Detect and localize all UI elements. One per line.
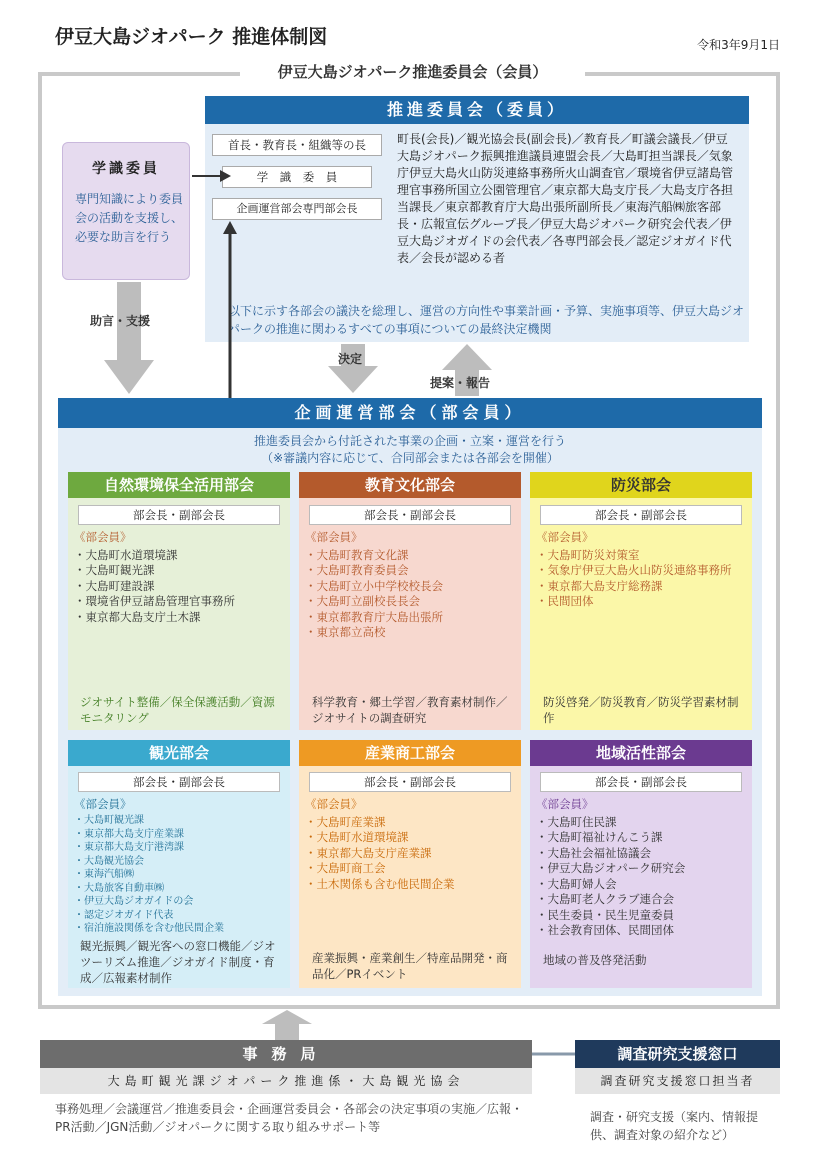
member: ・伊豆大島ジオガイドの会 [74, 896, 194, 907]
bukai-chair-education: 部会長・副部会長 [309, 505, 511, 525]
member: ・大島町観光課 [74, 563, 155, 577]
member: ・認定ジオガイド代表 [74, 909, 174, 921]
bukai-header-chiiki: 地域活性部会 [530, 740, 752, 766]
member: ・伊豆大島ジオパーク研究会 [536, 861, 686, 875]
member: ・大島社会福祉協議会 [536, 845, 651, 860]
bukai-members-education [305, 530, 517, 641]
member: ・大島町老人クラブ連合会 [536, 892, 674, 906]
kikaku-desc-line1: 推進委員会から付託された事業の企画・立案・運営を行う [253, 434, 566, 448]
member: ・東京都大島支庁土木課 [74, 609, 201, 624]
gakushiki-description: 専門知識により委員会の活動を支援し、必要な助言を行う [75, 192, 184, 244]
propose-label: 提案・報告 [430, 376, 491, 390]
chosa-header: 調査研究支援窓口 [575, 1040, 780, 1068]
members-label: 《部会員》 [305, 530, 363, 544]
bukai-members-chiiki [536, 797, 750, 939]
bukai-header-sangyo: 産業商工部会 [299, 740, 521, 766]
chip-bukai-chairs: 企画運営部会専門部会長 [212, 198, 382, 220]
member: ・大島町観光課 [74, 815, 144, 826]
member: ・東京都大島支庁港湾課 [74, 842, 184, 853]
page-title: 伊豆大島ジオパーク 推進体制図 [55, 26, 328, 48]
member: ・大島町立副校長長会 [305, 594, 420, 608]
bukai-chair-sangyo: 部会長・副部会長 [309, 772, 511, 792]
bukai-chair-nature: 部会長・副部会長 [78, 505, 280, 525]
member: ・大島町福祉けんこう課 [536, 830, 663, 844]
member: ・民生委員・民生児童委員 [536, 907, 674, 922]
member: ・大島町教育委員会 [305, 563, 409, 577]
member: ・大島町商工会 [305, 861, 386, 875]
bukai-header-nature: 自然環境保全活用部会 [68, 472, 290, 498]
bukai-activity-education: 科学教育・郷土学習／教育素材制作／ジオサイトの調査研究 [312, 695, 508, 725]
member: ・東京都立高校 [305, 625, 386, 639]
chosa-sub: 調査研究支援窓口担当者 [575, 1068, 780, 1094]
members-label: 《部会員》 [305, 797, 363, 811]
bukai-activity-kanko: 観光振興／観光客への窓口機能／ジオツーリズム推進／ジオガイド制度・育成／広報素材制作 [80, 939, 276, 985]
chip-gakushiki: 学 識 委 員 [222, 166, 372, 188]
bukai-members-kanko [74, 797, 288, 936]
suishin-committee-header: 推進委員会（委員） [205, 96, 749, 124]
bukai-activity-sangyo: 産業振興・産業創生／特産品開発・商品化／PRイベント [312, 951, 508, 981]
member: ・環境省伊豆諸島管理官事務所 [74, 594, 235, 608]
advice-arrow [104, 282, 154, 394]
outer-title: 伊豆大島ジオパーク推進委員会（会員） [240, 61, 585, 82]
bukai-members-sangyo [305, 797, 517, 892]
jimukyoku-description: 事務処理／会議運営／推進委員会・企画運営委員会・各部会の決定事項の実施／広報・PR活動／JGN活動／ジオパークに関する取り組みサポート等 [55, 1102, 524, 1134]
advice-label: 助言・支援 [90, 314, 151, 328]
jimukyoku-arrow [262, 1010, 312, 1040]
bukai-activity-bosai: 防災啓発／防災教育／防災学習素材制作 [543, 695, 739, 725]
bukai-chair-bosai: 部会長・副部会長 [540, 505, 742, 525]
member: ・大島町産業課 [305, 814, 386, 829]
gakushiki-title: 学識委員 [92, 161, 160, 177]
chosa-description: 調査・研究支援（案内、情報提供、調査対象の紹介など） [590, 1110, 759, 1142]
kikaku-desc-line2: （※審議内容に応じて、合同部会または各部会を開催） [261, 451, 559, 465]
member: ・東京都大島支庁産業課 [74, 828, 184, 840]
member: ・大島町住民課 [536, 814, 617, 829]
committee-roles: 町長(会長)／観光協会長(副会長)／教育長／町議会議長／伊豆大島ジオパーク振興推進議員連盟会長／大島町担当課長／気象庁伊豆大島火山防災連絡事務所火山調査官／環境省伊豆諸島管理官事務所国立公園管理官／東京都大島支庁長／大島支庁各担当課長／東京都教育庁大島出張所副所長／東海汽船㈱旅客部長・広報宣伝グループ長／伊豆大島ジオパーク研究会代表／伊豆大島ジオガイドの会代表／各専門部会長／認定ジオガイド代表／会長が認める者 [397, 132, 734, 265]
bukai-chair-chiiki: 部会長・副部会長 [540, 772, 742, 792]
member: ・社会教育団体、民間団体 [536, 923, 674, 937]
committee-description: 以下に示す各部会の議決を総理し、運営の方向性や事業計画・予算、実施事項等、伊豆大島ジオパークの推進に関わるすべての事項についての最終決定機関 [228, 304, 745, 336]
member: ・大島町婦人会 [536, 876, 617, 891]
bukai-members-bosai [536, 530, 750, 610]
member: ・東京都教育庁大島出張所 [305, 609, 443, 624]
member: ・気象庁伊豆大島火山防災連絡事務所 [536, 563, 732, 577]
jimukyoku-sub: 大島町観光課ジオパーク推進係・大島観光協会 [40, 1068, 532, 1094]
chip-heads: 首長・教育長・組織等の長 [212, 134, 382, 156]
member: ・土木関係も含む他民間企業 [305, 876, 455, 891]
decide-label: 決定 [338, 352, 363, 366]
members-label: 《部会員》 [536, 797, 594, 811]
member: ・大島町水道環境課 [305, 830, 409, 844]
member: ・大島町建設課 [74, 578, 155, 593]
bukai-header-bosai: 防災部会 [530, 472, 752, 498]
member: ・民間団体 [536, 594, 594, 608]
member: ・大島観光協会 [74, 855, 144, 867]
date: 令和3年9月1日 [697, 38, 780, 52]
bukai-members-nature [74, 530, 286, 625]
arrow-head-gakushiki [220, 170, 231, 182]
member: ・大島町水道環境課 [74, 547, 178, 562]
arrow-head-bukai-chairs [223, 221, 237, 234]
jimukyoku-header: 事務局 [40, 1040, 532, 1068]
members-label: 《部会員》 [74, 530, 132, 544]
member: ・大島旅客自動車㈱ [74, 882, 164, 894]
member: ・東京都大島支庁産業課 [305, 845, 432, 860]
kikaku-description [58, 433, 762, 467]
member: ・大島町立小中学校校長会 [305, 578, 443, 593]
members-label: 《部会員》 [536, 530, 594, 544]
member: ・宿泊施設関係を含む他民間企業 [74, 923, 224, 934]
member: ・東京都大島支庁総務課 [536, 578, 663, 593]
bukai-activity-nature: ジオサイト整備／保全保護活動／資源モニタリング [80, 695, 275, 725]
member: ・大島町防災対策室 [536, 547, 640, 562]
bukai-activity-chiiki: 地域の普及啓発活動 [543, 953, 647, 967]
kikaku-header: 企画運営部会（部会員） [58, 398, 762, 428]
bukai-chair-kanko: 部会長・副部会長 [78, 772, 280, 792]
member: ・東海汽船㈱ [74, 869, 134, 880]
members-label: 《部会員》 [74, 797, 132, 811]
bukai-header-kanko: 観光部会 [68, 740, 290, 766]
member: ・大島町教育文化課 [305, 547, 409, 562]
bukai-header-education: 教育文化部会 [299, 472, 521, 498]
